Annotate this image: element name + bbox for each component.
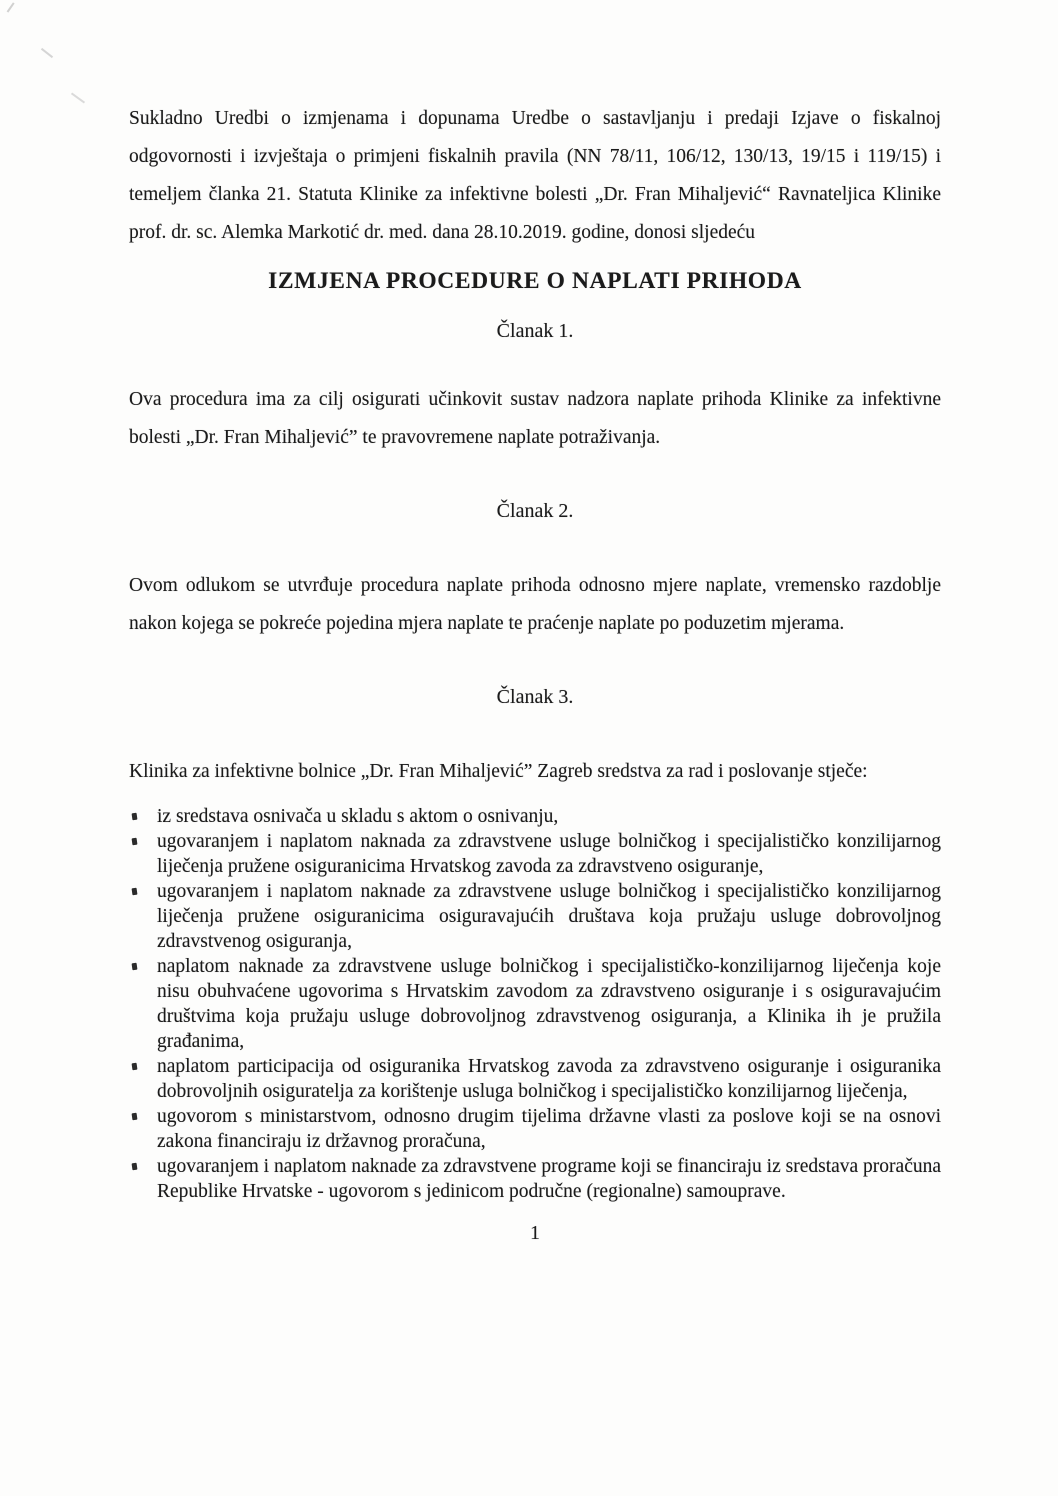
document-body (129, 0, 941, 1245)
list-item (129, 829, 941, 879)
page-number: 1 (530, 1222, 540, 1244)
bullet-icon (132, 813, 138, 821)
bullet-icon (132, 838, 138, 846)
scan-smudge-icon (41, 48, 53, 58)
list-item (129, 1154, 941, 1204)
list-item-text: ugovaranjem i naplatom naknade za zdravstvene programe koji se financiraju iz sredstava proračuna Republike Hrvatske - ugovorom s jedinicom područne (regionalne) samouprave. (157, 1156, 941, 1202)
article-2-heading: Članak 2. (496, 500, 574, 522)
article-1-body: Ova procedura ima za cilj osigurati učinkovit sustav nadzora naplate prihoda Klinike za infektivne bolesti „Dr. Fran Mihaljević” te pravovremene naplate potraživanja. (129, 389, 941, 448)
list-item-text: iz sredstava osnivača u skladu s aktom o osnivanju, (157, 806, 559, 827)
list-item-text: ugovorom s ministarstvom, odnosno drugim tijelima državne vlasti za poslove koji se na osnovi zakona financiraju iz državnog proračuna, (157, 1106, 941, 1152)
intro-paragraph: Sukladno Uredbi o izmjenama i dopunama Uredbe o sastavljanju i predaji Izjave o fiskalnoj odgovornosti i izvještaja o primjeni fiskalnih pravila (NN 78/11, 106/12, 130/13, 19/15 i 119/15) i temeljem članka 21. Statuta Klinike za infektivne bolesti „Dr. Fran Mihaljević“ Ravnateljica Klinike prof. dr. sc. Alemka Markotić dr. med. dana 28.10.2019. godine, donosi sljedeću (129, 108, 941, 243)
list-item (129, 1104, 941, 1154)
article-3-body: Klinika za infektivne bolnice „Dr. Fran Mihaljević” Zagreb sredstva za rad i poslovanje stječe: (129, 761, 868, 782)
list-item (129, 804, 941, 829)
bullet-icon (132, 1113, 138, 1121)
bullet-icon (132, 963, 138, 971)
article-2-body: Ovom odlukom se utvrđuje procedura naplate prihoda odnosno mjere naplate, vremensko razdoblje nakon kojega se pokreće pojedina mjera naplate te praćenje naplate po poduzetim mjerama. (129, 575, 941, 634)
list-item-text: naplatom naknade za zdravstvene usluge bolničkog i specijalističko-konzilijarnog liječenja koje nisu obuhvaćene ugovorima s Hrvatskim zavodom za zdravstveno osiguranje i s osiguravajućim društvima koja pružaju usluge dobrovoljnog zdravstvenog osiguranja, a Klinika ih je pružila građanima, (157, 956, 941, 1052)
article-1-heading: Članak 1. (496, 320, 574, 342)
list-item-text: naplatom participacija od osiguranika Hrvatskog zavoda za zdravstveno osiguranje i osiguranika dobrovoljnih osiguratelja za korištenje usluga bolničkog i specijalističko konzilijarnog liječenja, (157, 1056, 941, 1102)
article-3-heading: Članak 3. (496, 686, 574, 708)
bullet-icon (132, 1163, 138, 1171)
scan-smudge-icon (71, 92, 85, 103)
document-title: IZMJENA PROCEDURE O NAPLATI PRIHODA (268, 268, 802, 294)
list-item-text: ugovaranjem i naplatom naknade za zdravstvene usluge bolničkog i specijalističko konzilijarnog liječenja pružene osiguranicima osiguravajućih društava koja pružaju usluge dobrovoljnog zdravstvenog osiguranja, (157, 881, 941, 952)
list-item (129, 879, 941, 954)
list-item-text: ugovaranjem i naplatom naknada za zdravstvene usluge bolničkog i specijalističko konzilijarnog liječenja pružene osiguranicima Hrvatskog zavoda za zdravstveno osiguranje, (157, 831, 941, 877)
bullet-icon (132, 1063, 138, 1071)
funding-sources-list (129, 804, 941, 1204)
scan-smudge-icon (7, 2, 21, 16)
list-item (129, 1054, 941, 1104)
list-item (129, 954, 941, 1054)
bullet-icon (132, 888, 138, 896)
